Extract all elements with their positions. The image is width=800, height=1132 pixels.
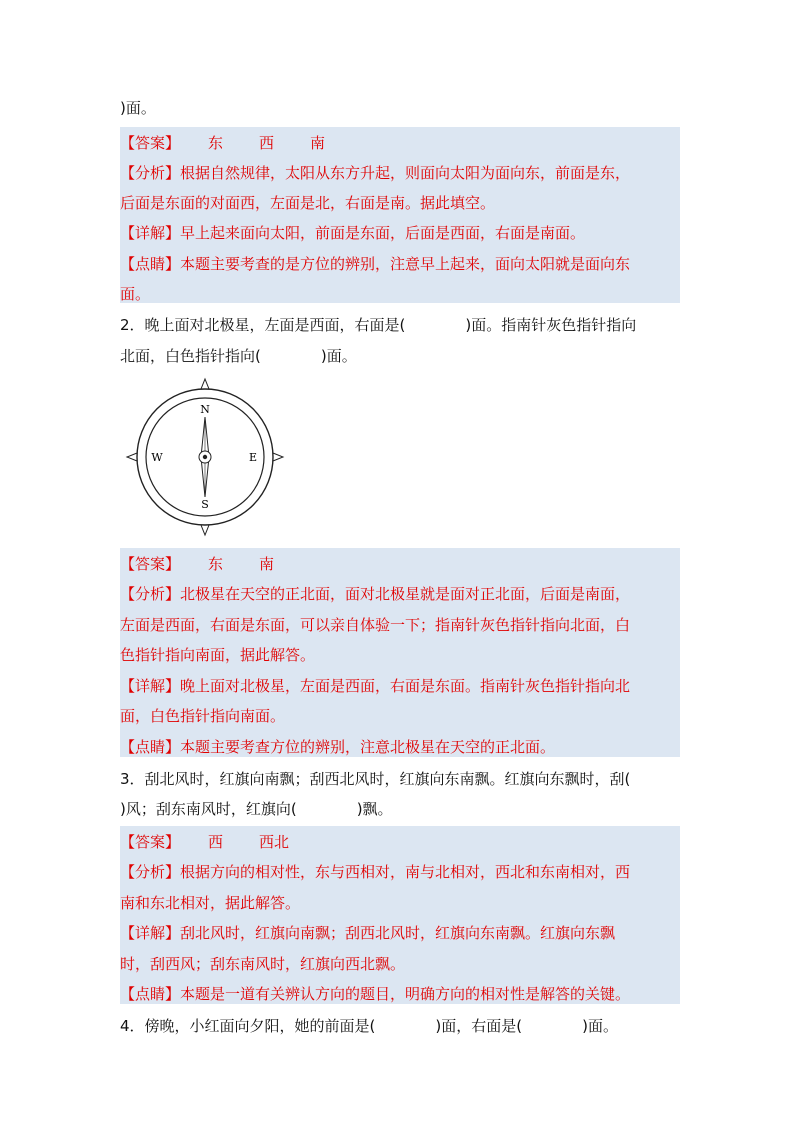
q2-answer-line <box>120 548 680 580</box>
q1-analysis-line: 后面是东面的对面西，左面是北，右面是南。据此填空。 <box>120 194 496 212</box>
q2-analysis-line: 色指针指向南面，据此解答。 <box>120 646 316 664</box>
q2-analysis-line: 【分析】北极星在天空的正北面，面对北极星就是面对正北面，后面是南面， <box>120 585 631 603</box>
q3-answer-line <box>120 826 680 858</box>
answer-value: 东 <box>208 134 224 152</box>
q3-question-line: 3．刮北风时，红旗向南飘；刮西北风时，红旗向东南飘。红旗向东飘时，刮( <box>120 770 631 788</box>
compass-label-n: N <box>200 403 210 416</box>
q1-tail-text: )面。 <box>120 99 156 117</box>
answer-value: 西 <box>259 134 275 152</box>
answer-label: 【答案】 <box>120 134 181 152</box>
q1-tip-line: 面。 <box>120 285 151 303</box>
compass-south-marker <box>201 525 209 535</box>
q1-analysis-line: 【分析】根据自然规律，太阳从东方升起，则面向太阳为面向东，前面是东， <box>120 164 631 182</box>
q1-detail-line: 【详解】早上起来面向太阳，前面是东面，后面是西面，右面是南面。 <box>120 224 586 242</box>
q2-question-line: 北面，白色指针指向( )面。 <box>120 347 357 365</box>
compass-label-s: S <box>201 498 209 511</box>
q2-analysis-line: 左面是西面，右面是东面，可以亲自体验一下；指南针灰色指针指向北面，白 <box>120 616 631 634</box>
compass-label-w: W <box>151 451 163 464</box>
answer-value: 东 <box>208 555 224 573</box>
q3-tip-line: 【点睛】本题是一道有关辨认方向的题目，明确方向的相对性是解答的关键。 <box>120 985 631 1003</box>
q3-detail-line: 【详解】刮北风时，红旗向南飘；刮西北风时，红旗向东南飘。红旗向东飘 <box>120 924 616 942</box>
q1-answer-line <box>120 127 680 159</box>
compass-east-marker <box>273 453 283 461</box>
answer-label: 【答案】 <box>120 833 181 851</box>
q3-analysis-line: 南和东北相对，据此解答。 <box>120 894 301 912</box>
compass-west-marker <box>127 453 137 461</box>
q3-question-line: )风；刮东南风时，红旗向( )飘。 <box>120 800 393 818</box>
answer-value: 南 <box>259 555 275 573</box>
q2-detail-line: 面，白色指针指向南面。 <box>120 707 286 725</box>
q3-analysis-line: 【分析】根据方向的相对性，东与西相对，南与北相对，西北和东南相对，西 <box>120 863 631 881</box>
compass-figure <box>120 372 290 542</box>
q2-tip-line: 【点睛】本题主要考查方位的辨别，注意北极星在天空的正北面。 <box>120 738 556 756</box>
answer-value: 西 <box>208 833 224 851</box>
q4-question-line: 4．傍晚，小红面向夕阳，她的前面是( )面，右面是( )面。 <box>120 1017 618 1035</box>
compass-label-e: E <box>248 451 258 464</box>
compass-north-marker <box>201 379 209 389</box>
q3-detail-line: 时，刮西风；刮东南风时，红旗向西北飘。 <box>120 955 406 973</box>
compass-pivot-dot <box>203 455 207 459</box>
answer-value: 南 <box>310 134 326 152</box>
answer-value: 西北 <box>259 833 290 851</box>
answer-label: 【答案】 <box>120 555 181 573</box>
q2-detail-line: 【详解】晚上面对北极星，左面是西面，右面是东面。指南针灰色指针指向北 <box>120 677 631 695</box>
q1-tip-line: 【点睛】本题主要考查的是方位的辨别，注意早上起来，面向太阳就是面向东 <box>120 255 631 273</box>
q2-question-line: 2．晚上面对北极星，左面是西面，右面是( )面。指南针灰色指针指向 <box>120 316 637 334</box>
